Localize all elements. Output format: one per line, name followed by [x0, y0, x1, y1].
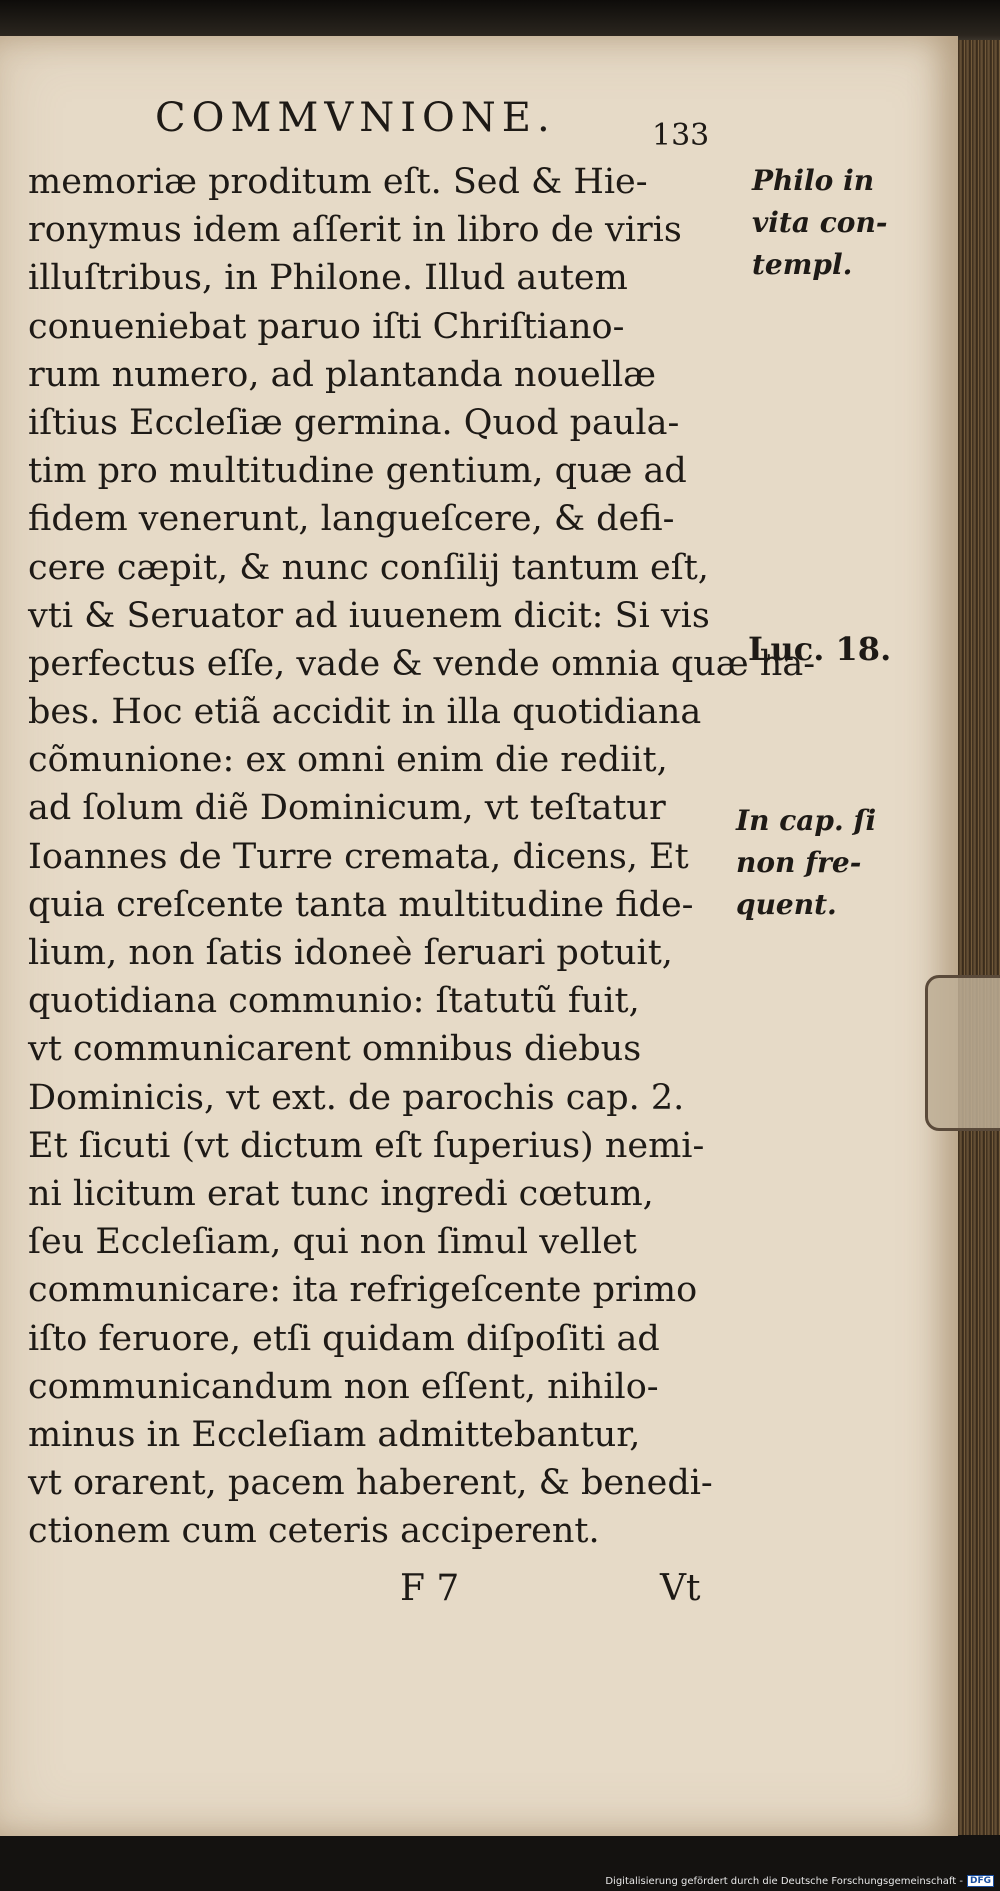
marginal-note-line: templ. [752, 248, 853, 281]
text-line: conueniebat paruo iſti Chriſtiano- [28, 306, 625, 347]
text-line: Dominicis, vt ext. de parochis cap. 2. [28, 1077, 685, 1118]
text-line: tim pro multitudine gentium, quæ ad [28, 451, 687, 492]
text-line: ni licitum erat tunc ingredi cœtum, [28, 1173, 654, 1214]
page-edges [958, 40, 1000, 1835]
text-line: quotidiana communio: ſtatutũ fuit, [28, 981, 640, 1022]
marginal-note-luc: Luc. 18. [748, 630, 892, 668]
text-line: ſeu Eccleſiam, qui non ſimul vellet [28, 1222, 637, 1263]
text-line: memoriæ proditum eſt. Sed & Hie- [28, 162, 648, 202]
text-line: cere cæpit, & nunc conſilij tantum eſt, [28, 547, 709, 588]
marginal-note-line: non fre- [736, 846, 862, 879]
text-line: illuſtribus, in Philone. Illud autem [28, 258, 628, 299]
text-line: vti & Seruator ad iuuenem dicit: Si vis [28, 595, 710, 636]
text-line: communicandum non eſſent, nihilo- [28, 1366, 659, 1407]
running-title: COMMVNIONE. [155, 95, 556, 141]
text-line: rum numero, ad plantanda nouellæ [28, 354, 657, 395]
text-line: iſto feruore, etſi quidam diſpoſiti ad [28, 1318, 660, 1359]
text-line: minus in Eccleſiam admittebantur, [28, 1414, 641, 1455]
page-number: 133 [652, 118, 710, 153]
text-line: bes. Hoc etiã accidit in illa quotidiana [28, 692, 702, 733]
marginal-note-philo [752, 160, 887, 286]
text-line: Ioannes de Turre cremata, dicens, Et [28, 836, 689, 877]
text-line: vt orarent, pacem haberent, & benedi- [28, 1463, 713, 1504]
credit-text: Digitalisierung gefördert durch die Deutsche Forschungsgemeinschaft - [605, 1875, 963, 1887]
text-line: perfectus eſſe, vade & vende omnia quæ ha- [28, 643, 816, 684]
text-line: fidem venerunt, langueſcere, & defi- [28, 499, 675, 540]
page-clip [925, 975, 1000, 1131]
marginal-note-line: vita con- [752, 206, 888, 239]
marginal-note-incap [736, 800, 876, 926]
text-line: iſtius Eccleſiæ germina. Quod paula- [28, 402, 680, 443]
text-line: ronymus idem aſſerit in libro de viris [28, 210, 682, 251]
digitization-credit [605, 1875, 994, 1887]
text-line: ad ſolum diẽ Dominicum, vt teſtatur [28, 788, 666, 829]
text-line: vt communicarent omnibus diebus [28, 1029, 642, 1070]
text-line: communicare: ita refrigeſcente primo [28, 1270, 698, 1311]
text-line: cõmunione: ex omni enim die rediit, [28, 740, 668, 781]
marginal-note-line: quent. [736, 888, 837, 921]
text-line: lium, non ſatis idoneè ſeruari potuit, [28, 933, 673, 973]
signature-mark: F 7 [400, 1568, 460, 1609]
text-line: quia creſcente tanta multitudine fide- [28, 884, 694, 925]
catchword: Vt [660, 1568, 701, 1609]
marginal-note-line: In cap. ſi [736, 804, 877, 837]
dfg-logo-icon: DFG [967, 1875, 994, 1887]
text-line: Et ſicuti (vt dictum eſt ſuperius) nemi- [28, 1125, 705, 1166]
marginal-note-line: Philo in [752, 164, 875, 197]
text-line: ctionem cum ceteris acciperent. [28, 1511, 600, 1552]
